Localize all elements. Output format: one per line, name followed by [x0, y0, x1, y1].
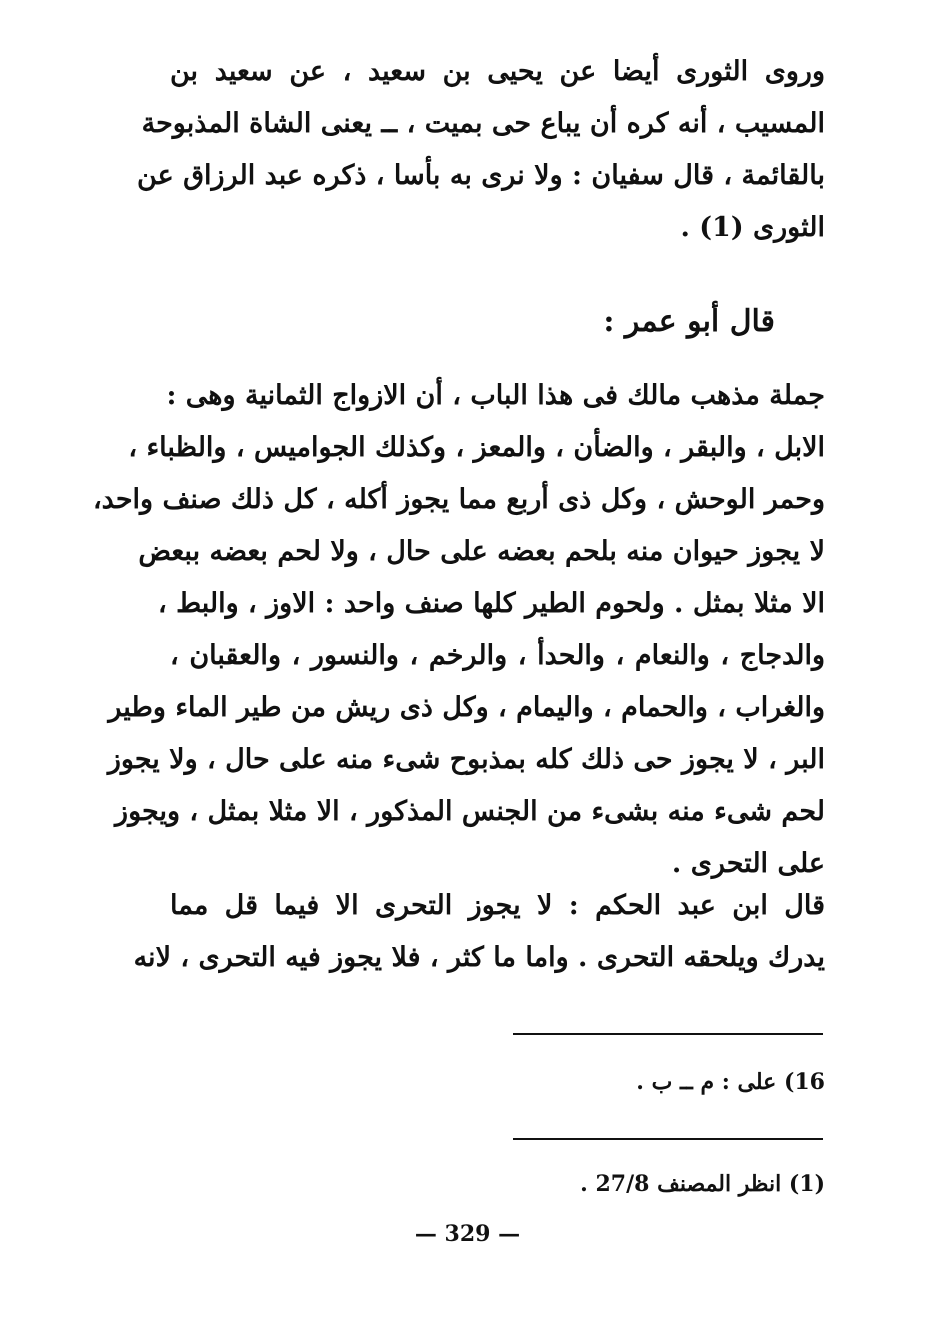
variant-footnote: 16) على : م ــ ب . — [636, 1069, 825, 1095]
paragraph-2-line-1: جملة مذهب مالك فى هذا الباب ، أن الازواج الثمانية وهى : — [166, 380, 825, 411]
paragraph-1-line-3: بالقائمة ، قال سفيان : ولا نرى به بأسا ، ذكره عبد الرزاق عن — [137, 160, 825, 191]
paragraph-3 — [133, 880, 825, 984]
footnote-divider-bottom — [513, 1138, 823, 1140]
paragraph-1-line-2: المسيب ، أنه كره أن يباع حى بميت ، ــ يعنى الشاة المذبوحة — [141, 108, 825, 139]
paragraph-1-line-1: وروى الثورى أيضا عن يحيى بن سعيد ، عن سعيد بن — [170, 56, 826, 87]
paragraph-2-line-4: لا يجوز حيوان منه بلحم بعضه على حال ، ولا لحم بعضه ببعض — [138, 536, 825, 567]
paragraph-2-line-10: على التحرى . — [671, 848, 825, 879]
section-heading: قال أبو عمر : — [603, 304, 775, 339]
paragraph-2-line-7: والغراب ، والحمام ، واليمام ، وكل ذى ريش من طير الماء وطير — [108, 692, 825, 723]
footnote-divider-top — [513, 1033, 823, 1035]
paragraph-2-line-9: لحم شىء منه بشىء من الجنس المذكور ، الا مثلا بمثل ، ويجوز — [115, 796, 825, 827]
paragraph-1 — [137, 46, 826, 254]
source-footnote: (1) انظر المصنف 27/8 . — [580, 1171, 825, 1197]
paragraph-2-line-6: والدجاج ، والنعام ، والحدأ ، والرخم ، والنسور ، والعقبان ، — [170, 640, 825, 671]
paragraph-2-line-2: الابل ، والبقر ، والضأن ، والمعز ، وكذلك الجواميس ، والظباء ، — [128, 432, 825, 463]
paragraph-2-line-8: البر ، لا يجوز حى ذلك كله بمذبوح شىء منه على حال ، ولا يجوز — [107, 744, 825, 775]
paragraph-2-line-5: الا مثلا بمثل . ولحوم الطير كلها صنف واحد : الاوز ، والبط ، — [157, 588, 825, 619]
paragraph-2 — [92, 370, 825, 890]
paragraph-2-line-3: وحمر الوحش ، وكل ذى أربع مما يجوز أكله ، كل ذلك صنف واحد، — [92, 484, 825, 515]
paragraph-1-line-4: الثورى (1) . — [680, 212, 825, 243]
paragraph-3-line-1: قال ابن عبد الحكم : لا يجوز التحرى الا فيما قل مما — [170, 890, 825, 921]
page-number: — 329 — — [414, 1221, 521, 1247]
paragraph-3-line-2: يدرك ويلحقه التحرى . واما ما كثر ، فلا يجوز فيه التحرى ، لانه — [133, 942, 825, 973]
